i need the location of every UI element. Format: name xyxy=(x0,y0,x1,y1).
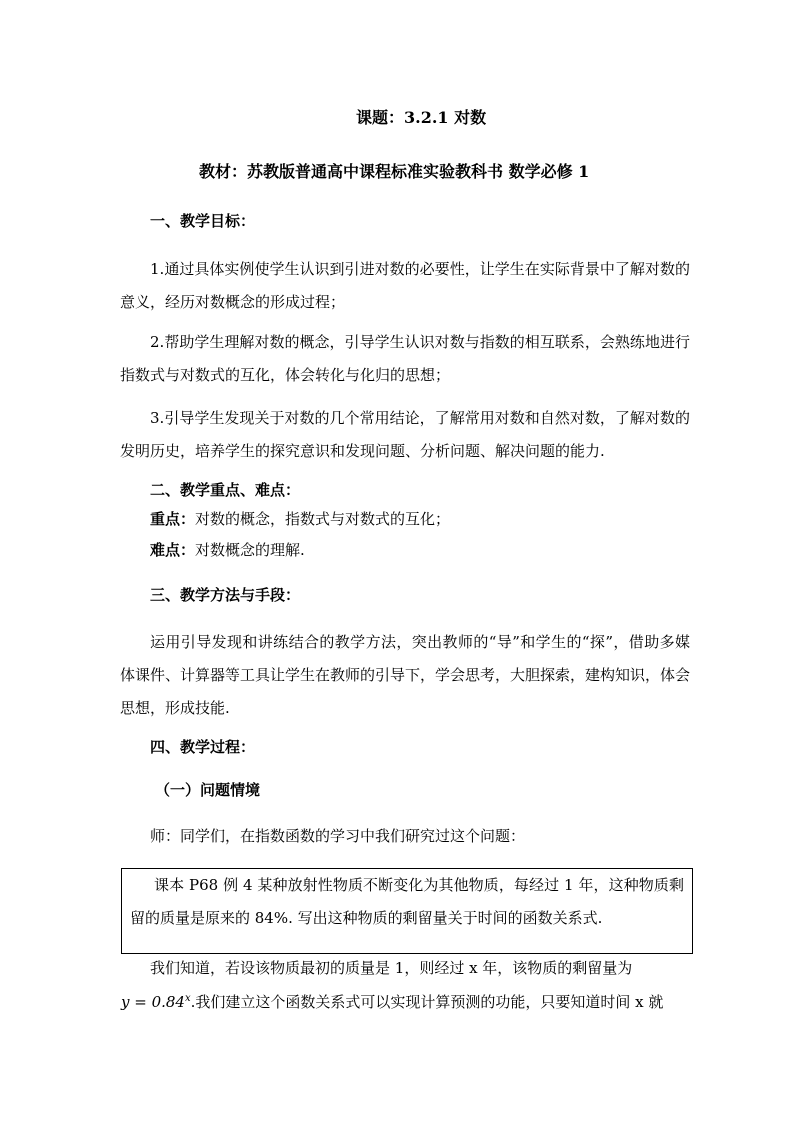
difficulty-line xyxy=(150,540,305,560)
lesson-title: 课题：3.2.1 对数 xyxy=(356,108,487,127)
section-heading-key-points: 二、教学重点、难点： xyxy=(150,481,301,499)
section-heading-objectives: 一、教学目标： xyxy=(150,212,256,230)
example-box xyxy=(121,868,693,954)
objective-item-3: 3.引导学生发现关于对数的几个常用结论，了解常用对数和自然对数，了解对数的发明历史，培养学生的探究意识和发现问题、分析问题、解决问题的能力. xyxy=(120,409,690,460)
formula: y = 0.84 xyxy=(121,993,185,1011)
section-heading-methods: 三、教学方法与手段： xyxy=(150,586,301,604)
example-box-text: 课本 P68 例 4 某种放射性物质不断变化为其他物质，每经过 1 年，这种物质剩留的质量是原来的 84%. 写出这种物质的剩留量关于时间的函数关系式. xyxy=(130,876,684,927)
paragraph-line-1: 我们知道，若设该物质最初的质量是 1，则经过 x 年，该物质的剩留量为 xyxy=(150,959,633,977)
methods-paragraph: 运用引导发现和讲练结合的教学方法，突出教师的“导”和学生的“探”，借助多媒体课件、计算器等工具让学生在教师的引导下，学会思考，大胆探索，建构知识，体会思想，形成技能. xyxy=(120,633,691,717)
section-heading-process: 四、教学过程： xyxy=(150,738,256,756)
key-point-line xyxy=(150,509,450,529)
teacher-line: 师：同学们，在指数函数的学习中我们研究过这个问题： xyxy=(150,827,526,845)
formula-exponent: x xyxy=(184,993,191,1004)
objective-item-2: 2.帮助学生理解对数的概念，引导学生认识对数与指数的相互联系，会熟练地进行指数式与对数式的互化，体会转化与化归的思想； xyxy=(120,333,690,384)
objective-item-1: 1.通过具体实例使学生认识到引进对数的必要性，让学生在实际背景中了解对数的意义，经历对数概念的形成过程； xyxy=(120,260,690,311)
difficulty-label: 难点： xyxy=(150,541,196,559)
key-point-label: 重点： xyxy=(150,510,196,528)
key-point-text: 对数的概念，指数式与对数式的互化； xyxy=(195,510,451,528)
sub-heading-problem-situation: （一）问题情境 xyxy=(155,781,261,799)
difficulty-text: 对数概念的理解. xyxy=(195,541,305,559)
textbook-info: 教材：苏教版普通高中课程标准实验教科书 数学必修 1 xyxy=(199,162,590,181)
paragraph-line-2 xyxy=(121,989,663,1012)
paragraph-line-2-text: .我们建立这个函数关系式可以实现计算预测的功能，只要知道时间 x 就 xyxy=(190,993,664,1011)
